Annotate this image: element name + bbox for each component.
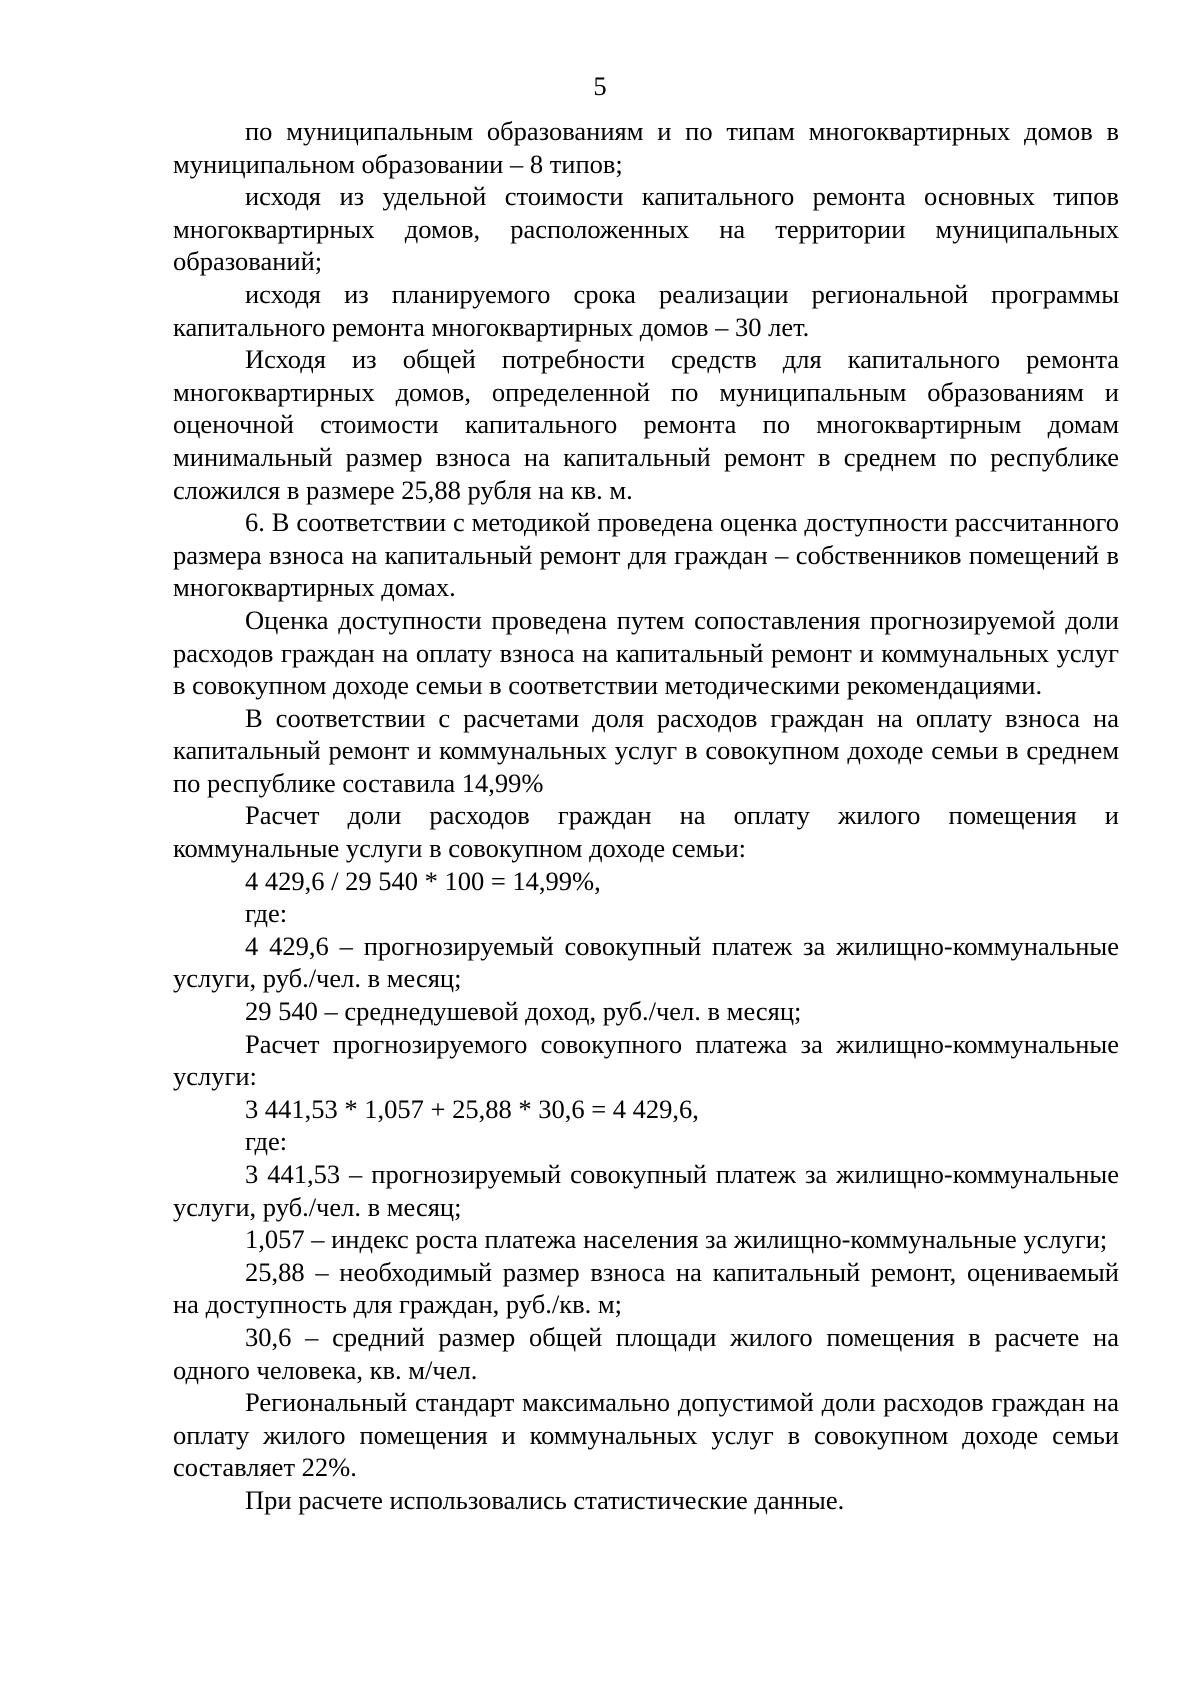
- formula-where-2: где:: [245, 1126, 288, 1157]
- paragraph-statistics-note: При расчете использовались статистические данные.: [245, 1484, 845, 1515]
- paragraph-expense-share-calc-intro: Расчет доли расходов граждан на оплату жилого помещения и коммунальные услуги в совокупном доходе семьи:: [173, 800, 1119, 864]
- paragraph-regional-standard: Региональный стандарт максимально допустимой доли расходов граждан на оплату жилого помещения и коммунальных услуг в совокупном доходе семьи составляет 22%.: [173, 1387, 1119, 1483]
- paragraph-minimum-contribution: Исходя из общей потребности средств для капитального ремонта многоквартирных домов, определенной по муниципальным образованиям и оценочной стоимости капитального ремонта по многоквартирным домам минимальный размер взноса на капитальный ремонт в среднем по республике сложился в размере 25,88 рубля на кв. м.: [173, 344, 1119, 505]
- paragraph-program-term: исходя из планируемого срока реализации региональной программы капитального ремонта многоквартирных домов – 30 лет.: [173, 278, 1119, 342]
- paragraph-section-6: 6. В соответствии с методикой проведена оценка доступности рассчитанного размера взноса на капитальный ремонт для граждан – собственников помещений в многоквартирных домах.: [173, 507, 1119, 603]
- document-body: [173, 115, 1119, 1517]
- paragraph-unit-cost: исходя из удельной стоимости капитального ремонта основных типов многоквартирных домов, расположенных на территории муниципальных образований;: [173, 181, 1119, 277]
- definition-growth-index: 1,057 – индекс роста платежа населения за жилищно-коммунальные услуги;: [245, 1224, 1108, 1255]
- formula-expense-share: 4 429,6 / 29 540 * 100 = 14,99%,: [245, 865, 601, 896]
- definition-living-area: 30,6 – средний размер общей площади жилого помещения в расчете на одного человека, кв. м/чел.: [173, 1321, 1119, 1385]
- formula-where-1: где:: [245, 898, 288, 929]
- paragraph-municipal-types: по муниципальным образованиям и по типам многоквартирных домов в муниципальном образовании – 8 типов;: [173, 116, 1119, 179]
- page-number: 5: [593, 71, 607, 101]
- paragraph-payment-calc-intro: Расчет прогнозируемого совокупного платежа за жилищно-коммунальные услуги:: [173, 1028, 1119, 1092]
- paragraph-affordability-method: Оценка доступности проведена путем сопоставления прогнозируемой доли расходов граждан на оплату взноса на капитальный ремонт и коммунальных услуг в совокупном доходе семьи в соответствии методическими рекомендациями.: [173, 604, 1119, 701]
- formula-total-payment: 3 441,53 * 1,057 + 25,88 * 30,6 = 4 429,6,: [245, 1093, 699, 1124]
- definition-total-payment: 4 429,6 – прогнозируемый совокупный платеж за жилищно-коммунальные услуги, руб./чел. в месяц;: [173, 930, 1119, 994]
- definition-contribution-size: 25,88 – необходимый размер взноса на капитальный ремонт, оцениваемый на доступность для граждан, руб./кв. м;: [173, 1256, 1119, 1320]
- definition-per-capita-income: 29 540 – среднедушевой доход, руб./чел. в месяц;: [245, 996, 802, 1027]
- definition-base-payment: 3 441,53 – прогнозируемый совокупный платеж за жилищно-коммунальные услуги, руб./чел. в месяц;: [173, 1159, 1119, 1222]
- paragraph-expense-share-result: В соответствии с расчетами доля расходов граждан на оплату взноса на капитальный ремонт и коммунальных услуг в совокупном доходе семьи в среднем по республике составила 14,99%: [173, 702, 1119, 798]
